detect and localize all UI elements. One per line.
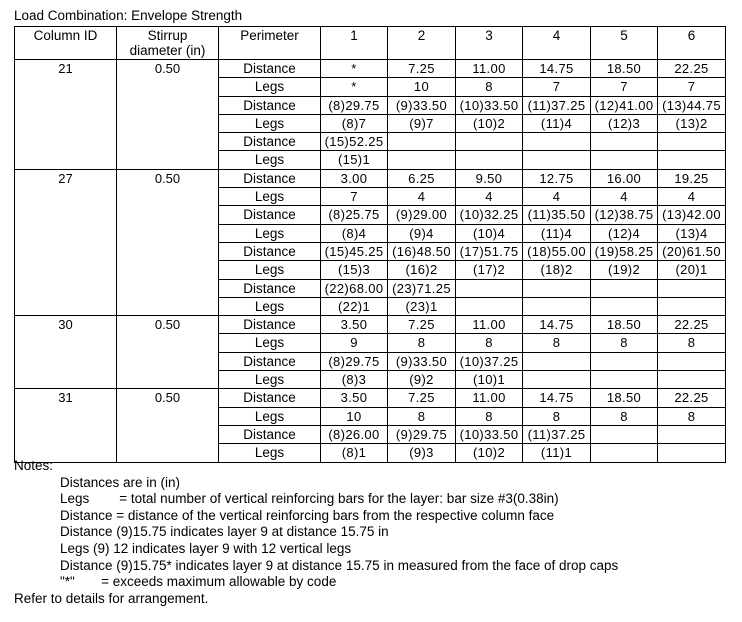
table-row [15,169,726,187]
value-cell: 8 [456,334,523,352]
value-cell: 8 [456,407,523,425]
column-header-5: 3 [456,27,523,60]
value-cell: 8 [591,407,658,425]
value-cell: 22.25 [658,316,726,334]
value-cell: (15)3 [321,261,388,279]
perimeter-label-cell: Legs [219,444,321,462]
column-id-cell: 27 [15,169,117,187]
table-header-row [15,27,726,60]
value-cell: 16.00 [591,169,658,187]
value-cell: 9.50 [456,169,523,187]
value-cell [658,151,726,169]
table-row [15,352,726,370]
value-cell: (13)4 [658,224,726,242]
value-cell: (11)4 [523,224,591,242]
stirrup-diameter-cell: 0.50 [117,169,219,187]
note-line: Distance (9)15.75* indicates layer 9 at distance 15.75 in measured from the face of drop caps [60,557,619,573]
value-cell: (8)7 [321,114,388,132]
value-cell: (23)1 [388,297,456,315]
perimeter-label-cell: Legs [219,297,321,315]
column-id-cell [15,297,117,315]
value-cell: 8 [658,407,726,425]
value-cell: (10)2 [456,444,523,462]
value-cell: 7.25 [388,316,456,334]
value-cell: 8 [388,334,456,352]
report-title: Load Combination: Envelope Strength [14,8,243,23]
value-cell [456,133,523,151]
table-row [15,316,726,334]
value-cell: 7 [523,78,591,96]
value-cell: (11)1 [523,444,591,462]
table-row [15,297,726,315]
column-id-cell [15,261,117,279]
table-row [15,133,726,151]
perimeter-label-cell: Distance [219,206,321,224]
value-cell [388,151,456,169]
value-cell: (16)2 [388,261,456,279]
value-cell: (15)45.25 [321,242,388,260]
value-cell: (9)29.75 [388,425,456,443]
stirrup-diameter-cell: 0.50 [117,389,219,407]
value-cell [658,133,726,151]
value-cell [591,425,658,443]
value-cell: (8)4 [321,224,388,242]
value-cell: (8)25.75 [321,206,388,224]
value-cell: (11)37.25 [523,96,591,114]
note-line: Legs (9) 12 indicates layer 9 with 12 vertical legs [60,540,352,556]
value-cell: (12)4 [591,224,658,242]
value-cell [523,279,591,297]
stirrup-diameter-cell [117,133,219,151]
perimeter-label-cell: Legs [219,188,321,206]
note-line: Distances are in (in) [60,474,181,490]
value-cell: 22.25 [658,389,726,407]
value-cell: (19)58.25 [591,242,658,260]
stirrup-diameter-cell [117,407,219,425]
value-cell: 4 [523,188,591,206]
value-cell: (10)32.25 [456,206,523,224]
column-header-4: 2 [388,27,456,60]
value-cell: (12)38.75 [591,206,658,224]
value-cell: 8 [523,334,591,352]
value-cell: (9)4 [388,224,456,242]
value-cell [523,297,591,315]
note-line: "*" = exceeds maximum allowable by code [60,574,337,590]
value-cell: (12)3 [591,114,658,132]
value-cell: (17)2 [456,261,523,279]
value-cell: (22)68.00 [321,279,388,297]
perimeter-label-cell: Distance [219,425,321,443]
perimeter-label-cell: Legs [219,407,321,425]
table-row [15,261,726,279]
value-cell: (11)37.25 [523,425,591,443]
perimeter-label-cell: Legs [219,224,321,242]
value-cell: (8)3 [321,371,388,389]
stirrup-diameter-cell [117,114,219,132]
value-cell: (9)29.00 [388,206,456,224]
value-cell: 9 [321,334,388,352]
value-cell: (13)2 [658,114,726,132]
value-cell [658,425,726,443]
value-cell: 7 [658,78,726,96]
stirrup-diameter-cell [117,279,219,297]
value-cell: 22.25 [658,60,726,78]
column-id-cell [15,133,117,151]
table-row [15,371,726,389]
value-cell [388,133,456,151]
value-cell: (16)48.50 [388,242,456,260]
stirrup-diameter-cell [117,96,219,114]
value-cell: (9)7 [388,114,456,132]
table-row [15,242,726,260]
value-cell: (18)55.00 [523,242,591,260]
notes-heading: Notes: [14,458,54,473]
value-cell [658,371,726,389]
value-cell: 18.50 [591,60,658,78]
value-cell: (10)2 [456,114,523,132]
perimeter-label-cell: Distance [219,242,321,260]
column-header-0: Column ID [15,27,117,60]
value-cell: (15)1 [321,151,388,169]
value-cell: 8 [658,334,726,352]
column-header-3: 1 [321,27,388,60]
value-cell: * [321,78,388,96]
value-cell: (20)61.50 [658,242,726,260]
column-id-cell [15,371,117,389]
perimeter-label-cell: Distance [219,60,321,78]
note-line: Distance = distance of the vertical reinforcing bars from the respective column face [60,507,555,523]
stirrup-diameter-cell [117,297,219,315]
column-id-cell [15,279,117,297]
table-row [15,188,726,206]
perimeter-label-cell: Distance [219,96,321,114]
column-id-cell: 31 [15,389,117,407]
perimeter-label-cell: Legs [219,151,321,169]
value-cell: (9)3 [388,444,456,462]
value-cell [658,444,726,462]
notes-footer: Refer to details for arrangement. [14,590,209,606]
value-cell: 4 [388,188,456,206]
column-id-cell [15,224,117,242]
stirrup-diameter-cell [117,224,219,242]
value-cell [456,279,523,297]
column-header-8: 6 [658,27,726,60]
column-id-cell [15,334,117,352]
column-header-7: 5 [591,27,658,60]
column-id-cell: 21 [15,60,117,78]
value-cell: (10)33.50 [456,425,523,443]
value-cell: (13)42.00 [658,206,726,224]
value-cell: 6.25 [388,169,456,187]
stirrup-diameter-cell: 0.50 [117,60,219,78]
value-cell: (10)33.50 [456,96,523,114]
value-cell: (10)1 [456,371,523,389]
column-id-cell [15,206,117,224]
value-cell [658,279,726,297]
perimeter-label-cell: Distance [219,133,321,151]
stirrup-diameter-cell [117,261,219,279]
table-row [15,96,726,114]
value-cell: (13)44.75 [658,96,726,114]
stirrup-diameter-cell: 0.50 [117,316,219,334]
table-row [15,114,726,132]
value-cell: 19.25 [658,169,726,187]
value-cell [658,352,726,370]
stirrup-table [14,26,726,463]
table-row [15,389,726,407]
value-cell [523,352,591,370]
table-row [15,206,726,224]
value-cell: (10)37.25 [456,352,523,370]
table-row [15,151,726,169]
value-cell [591,133,658,151]
value-cell [523,151,591,169]
column-id-cell [15,114,117,132]
table-body [15,60,726,463]
value-cell [456,151,523,169]
stirrup-diameter-cell [117,206,219,224]
value-cell: (18)2 [523,261,591,279]
value-cell: 7.25 [388,389,456,407]
value-cell: 14.75 [523,316,591,334]
table-row [15,407,726,425]
value-cell [523,371,591,389]
value-cell: (19)2 [591,261,658,279]
value-cell [523,133,591,151]
value-cell: 8 [388,407,456,425]
table-row [15,425,726,443]
value-cell [591,279,658,297]
perimeter-label-cell: Distance [219,279,321,297]
value-cell: (11)4 [523,114,591,132]
value-cell: (11)35.50 [523,206,591,224]
column-id-cell [15,242,117,260]
notes-lines [14,475,618,591]
table-row [15,60,726,78]
column-id-cell: 30 [15,316,117,334]
note-line: Distance (9)15.75 indicates layer 9 at distance 15.75 in [60,524,389,540]
value-cell: 18.50 [591,316,658,334]
value-cell: 11.00 [456,316,523,334]
perimeter-label-cell: Distance [219,316,321,334]
value-cell: 14.75 [523,389,591,407]
value-cell: 10 [388,78,456,96]
note-line: Legs = total number of vertical reinforcing bars for the layer: bar size #3(0.38in) [60,491,559,507]
table-row [15,78,726,96]
value-cell: (9)33.50 [388,96,456,114]
value-cell: 3.50 [321,389,388,407]
perimeter-label-cell: Legs [219,371,321,389]
stirrup-diameter-cell [117,352,219,370]
value-cell: 7 [591,78,658,96]
value-cell: (10)4 [456,224,523,242]
value-cell: (20)1 [658,261,726,279]
value-cell [591,352,658,370]
stirrup-diameter-cell [117,334,219,352]
value-cell: (22)1 [321,297,388,315]
value-cell: 8 [456,78,523,96]
notes-section [14,458,618,607]
value-cell: 3.00 [321,169,388,187]
value-cell: (9)33.50 [388,352,456,370]
perimeter-label-cell: Distance [219,352,321,370]
stirrup-diameter-cell [117,242,219,260]
value-cell: (17)51.75 [456,242,523,260]
stirrup-diameter-cell [117,188,219,206]
value-cell: 14.75 [523,60,591,78]
table-row [15,334,726,352]
value-cell: 4 [591,188,658,206]
value-cell: (8)29.75 [321,96,388,114]
column-id-cell [15,407,117,425]
value-cell: 4 [658,188,726,206]
column-header-2: Perimeter [219,27,321,60]
value-cell: 3.50 [321,316,388,334]
column-id-cell [15,188,117,206]
value-cell: 11.00 [456,60,523,78]
value-cell: 8 [591,334,658,352]
value-cell: 11.00 [456,389,523,407]
value-cell: 7.25 [388,60,456,78]
value-cell: 18.50 [591,389,658,407]
value-cell: (8)26.00 [321,425,388,443]
column-id-cell [15,151,117,169]
value-cell: (15)52.25 [321,133,388,151]
table-row [15,279,726,297]
value-cell: 4 [456,188,523,206]
perimeter-label-cell: Distance [219,169,321,187]
column-id-cell [15,425,117,443]
value-cell: (9)2 [388,371,456,389]
column-id-cell [15,96,117,114]
stirrup-diameter-cell [117,78,219,96]
value-cell: 8 [523,407,591,425]
column-header-1: Stirrup diameter (in) [117,27,219,60]
value-cell [591,151,658,169]
value-cell: 10 [321,407,388,425]
value-cell: (12)41.00 [591,96,658,114]
perimeter-label-cell: Legs [219,261,321,279]
value-cell [591,371,658,389]
value-cell: (8)1 [321,444,388,462]
value-cell [456,297,523,315]
stirrup-diameter-cell [117,151,219,169]
stirrup-diameter-cell [117,371,219,389]
table-row [15,224,726,242]
value-cell: (8)29.75 [321,352,388,370]
value-cell: * [321,60,388,78]
perimeter-label-cell: Legs [219,114,321,132]
column-header-6: 4 [523,27,591,60]
value-cell: 12.75 [523,169,591,187]
perimeter-label-cell: Legs [219,334,321,352]
column-id-cell [15,352,117,370]
perimeter-label-cell: Distance [219,389,321,407]
value-cell [591,297,658,315]
value-cell: 7 [321,188,388,206]
column-id-cell [15,78,117,96]
perimeter-label-cell: Legs [219,78,321,96]
value-cell [658,297,726,315]
value-cell: (23)71.25 [388,279,456,297]
stirrup-diameter-cell [117,425,219,443]
